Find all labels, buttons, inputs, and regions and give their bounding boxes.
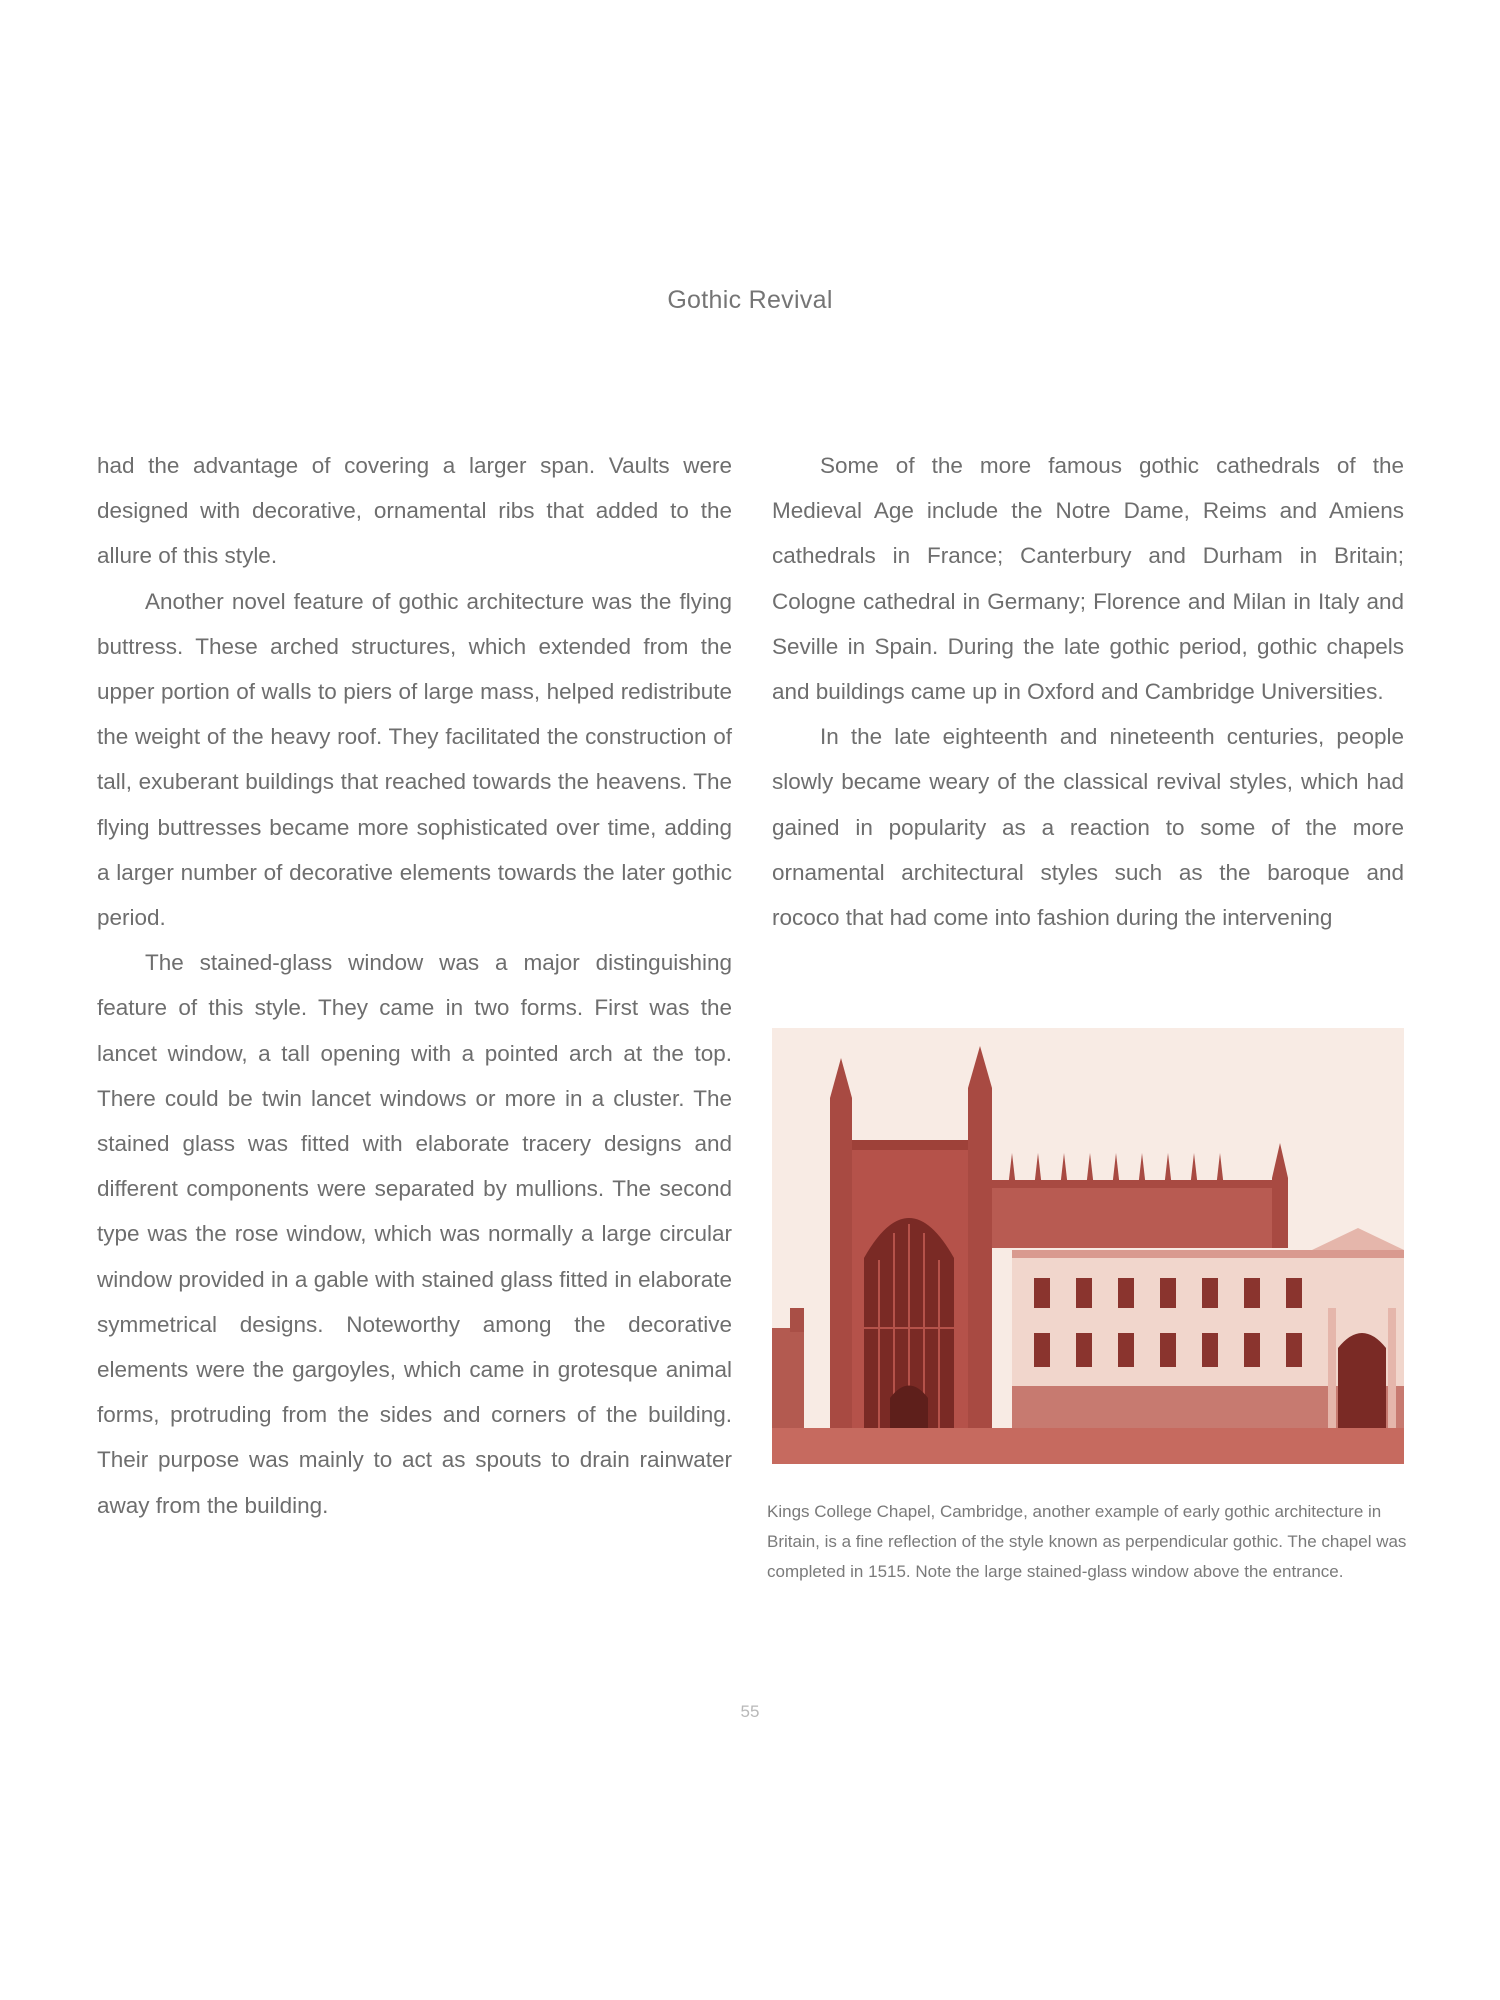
paragraph: The stained-glass window was a major distinguishing feature of this style. They came in two forms. First was the lancet window, a tall opening with a pointed arch at the top. There could be twin lancet windows or more in a cluster. The stained glass was fitted with elaborate tracery designs and different components were separated by mullions. The second type was the rose window, which was normally a large circular window provided in a gable with stained glass fitted in elaborate symmetrical designs. Noteworthy among the decorative elements were the gargoyles, which came in grotesque animal forms, protruding from the sides and corners of the building. Their purpose was mainly to act as spouts to drain rainwater away from the building.: [97, 950, 732, 1518]
running-head: Gothic Revival: [667, 286, 833, 314]
figure-caption: Kings College Chapel, Cambridge, another example of early gothic architecture in Britain, is a fine reflection of the style known as perpendicular gothic. The chapel was completed in 1515. Note the large stained-glass window above the entrance.: [767, 1502, 1407, 1581]
left-text-column: [97, 443, 732, 1528]
paragraph: Another novel feature of gothic architecture was the flying buttress. These arched structures, which extended from the upper portion of walls to piers of large mass, helped redistribute the weight of the heavy roof. They facilitated the construction of tall, exuberant buildings that reached towards the heavens. The flying buttresses became more sophisticated over time, adding a larger number of decorative elements towards the later gothic period.: [97, 588, 732, 931]
paragraph: In the late eighteenth and nineteenth centuries, people slowly became weary of the classical revival styles, which had gained in popularity as a reaction to some of the more ornamental architectural styles such as the baroque and rococo that had come into fashion during the intervening: [772, 724, 1404, 931]
paragraph: Some of the more famous gothic cathedrals of the Medieval Age include the Notre Dame, Reims and Amiens cathedrals in France; Canterbury and Durham in Britain; Cologne cathedral in Germany; Florence and Milan in Italy and Seville in Spain. During the late gothic period, gothic chapels and buildings came up in Oxford and Cambridge Universities.: [772, 453, 1404, 705]
chapel-photograph: [772, 1028, 1404, 1464]
right-text-column: [772, 443, 1404, 940]
page-number: 55: [740, 1702, 760, 1721]
paragraph: had the advantage of covering a larger span. Vaults were designed with decorative, ornamental ribs that added to the allure of this style.: [97, 453, 732, 569]
chapel-illustration: [772, 1028, 1404, 1464]
